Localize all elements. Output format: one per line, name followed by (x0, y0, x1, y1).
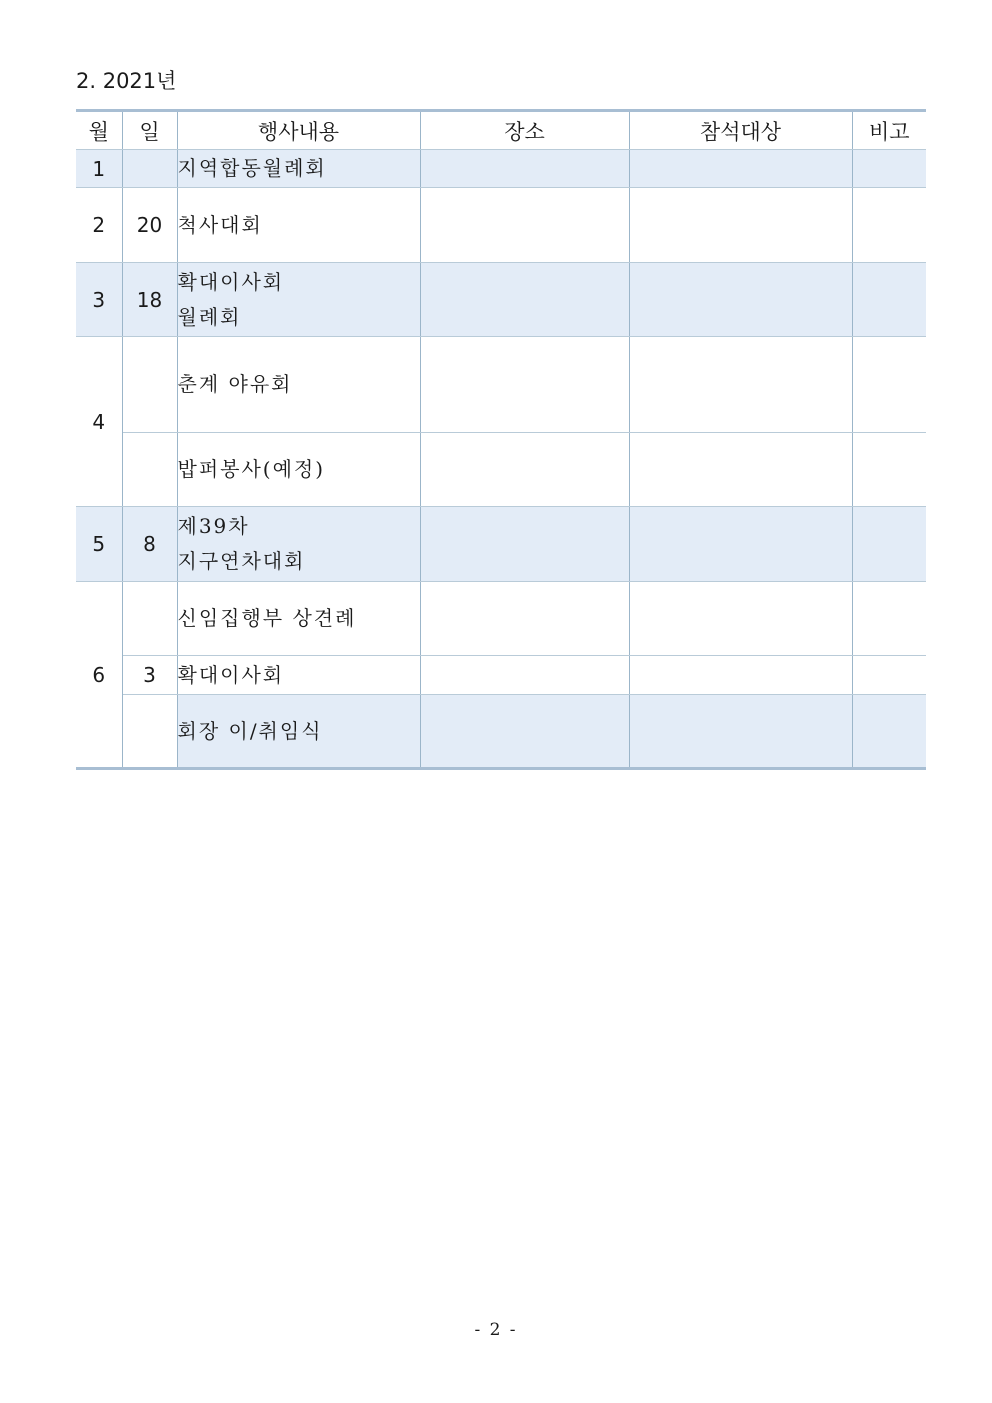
attendees-cell (629, 433, 852, 507)
event-cell (177, 433, 420, 507)
month-cell: 5 (76, 507, 122, 582)
day-cell (122, 337, 177, 433)
note-cell (852, 695, 926, 769)
day-cell: 18 (122, 263, 177, 337)
table-header-row (76, 111, 926, 150)
day-cell (122, 695, 177, 769)
event-line: 월례회 (177, 304, 242, 329)
month-cell: 4 (76, 337, 122, 507)
event-cell (177, 188, 420, 263)
day-cell: 3 (122, 656, 177, 695)
note-cell (852, 337, 926, 433)
event-schedule-table (76, 109, 926, 770)
note-cell (852, 188, 926, 263)
day-cell (122, 433, 177, 507)
place-cell (420, 695, 629, 769)
table-row (76, 656, 926, 695)
event-line: 춘계 야유회 (177, 372, 293, 396)
place-cell (420, 433, 629, 507)
place-cell (420, 582, 629, 656)
event-line: 척사대회 (177, 212, 263, 237)
table-row (76, 695, 926, 769)
page-number: - 2 - (474, 1320, 518, 1340)
event-cell (177, 150, 420, 188)
table-row (76, 188, 926, 263)
event-cell (177, 695, 420, 769)
attendees-cell (629, 695, 852, 769)
event-cell (177, 337, 420, 433)
event-cell (177, 263, 420, 337)
note-cell (852, 507, 926, 582)
table-row (76, 507, 926, 582)
header-day: 일 (122, 111, 177, 150)
table-row (76, 263, 926, 337)
event-line: 확대이사회 (177, 662, 285, 687)
month-cell: 1 (76, 150, 122, 188)
header-place: 장소 (420, 111, 629, 150)
header-month: 월 (76, 111, 122, 150)
event-line: 지구연차대회 (177, 549, 306, 573)
event-line: 신임집행부 상견례 (177, 606, 357, 630)
note-cell (852, 656, 926, 695)
day-cell (122, 150, 177, 188)
attendees-cell (629, 582, 852, 656)
attendees-cell (629, 150, 852, 188)
note-cell (852, 582, 926, 656)
table-row (76, 337, 926, 433)
note-cell (852, 433, 926, 507)
header-event: 행사내용 (177, 111, 420, 150)
header-note: 비고 (852, 111, 926, 150)
attendees-cell (629, 507, 852, 582)
place-cell (420, 150, 629, 188)
month-cell: 2 (76, 188, 122, 263)
place-cell (420, 507, 629, 582)
event-cell (177, 582, 420, 656)
header-attendees: 참석대상 (629, 111, 852, 150)
event-cell (177, 507, 420, 582)
attendees-cell (629, 337, 852, 433)
place-cell (420, 263, 629, 337)
table-row (76, 433, 926, 507)
table-row (76, 150, 926, 188)
place-cell (420, 337, 629, 433)
attendees-cell (629, 263, 852, 337)
day-cell: 8 (122, 507, 177, 582)
month-cell: 6 (76, 582, 122, 769)
attendees-cell (629, 656, 852, 695)
attendees-cell (629, 188, 852, 263)
event-line: 확대이사회 (177, 269, 285, 294)
event-line: 지역합동월례회 (177, 156, 327, 180)
day-cell (122, 582, 177, 656)
event-line: 밥퍼봉사(예정) (177, 457, 326, 481)
section-title: 2. 2021년 (76, 69, 177, 93)
event-line: 제39차 (177, 514, 250, 538)
event-cell (177, 656, 420, 695)
month-cell: 3 (76, 263, 122, 337)
place-cell (420, 656, 629, 695)
note-cell (852, 263, 926, 337)
day-cell: 20 (122, 188, 177, 263)
table-row (76, 582, 926, 656)
place-cell (420, 188, 629, 263)
note-cell (852, 150, 926, 188)
event-line: 회장 이/취임식 (177, 718, 323, 743)
